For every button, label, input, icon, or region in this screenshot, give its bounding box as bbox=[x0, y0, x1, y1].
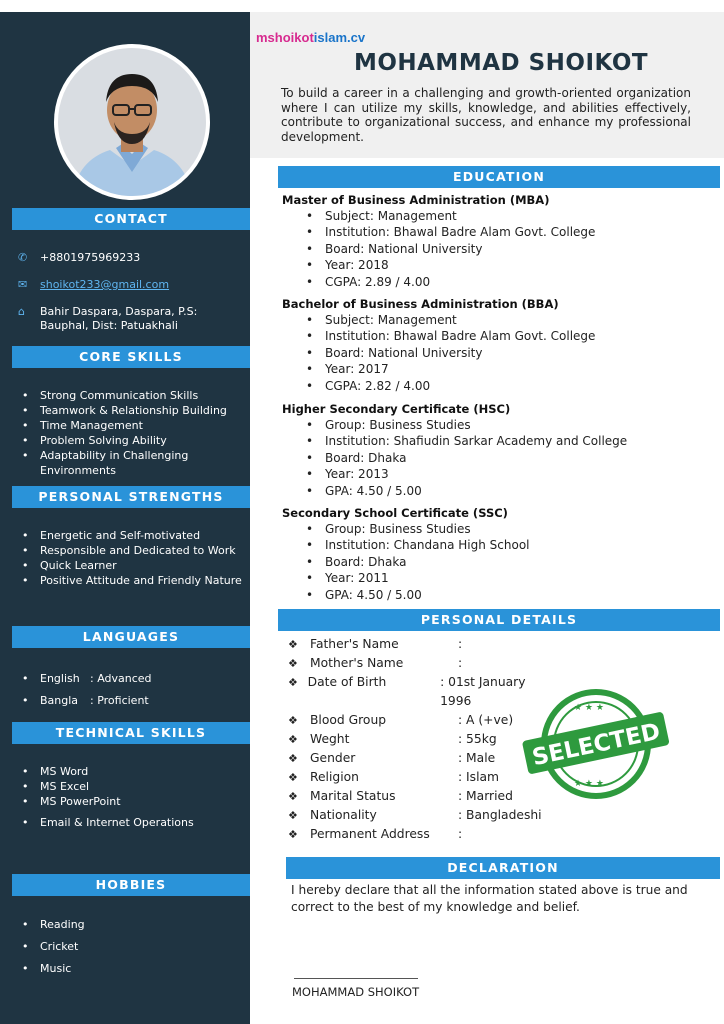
education-detail-item: • GPA: 4.50 / 5.00 bbox=[306, 483, 712, 499]
personal-detail-row bbox=[288, 711, 548, 730]
education-detail-item: • Board: National University bbox=[306, 241, 712, 257]
svg-text:★ ★ ★: ★ ★ ★ bbox=[574, 779, 604, 789]
education-entry bbox=[282, 297, 712, 394]
phone-text: +8801975969233 bbox=[40, 251, 141, 264]
language-name: • Bangla bbox=[40, 694, 79, 707]
email-link[interactable]: shoikot233@gmail.com bbox=[40, 278, 170, 291]
education-details-list bbox=[306, 312, 712, 394]
education-detail-item: • Year: 2011 bbox=[306, 570, 712, 586]
personal-detail-value: : Male bbox=[458, 751, 496, 765]
personal-detail-value: : bbox=[458, 827, 463, 841]
personal-detail-value: : 55kg bbox=[458, 732, 497, 746]
personal-detail-row bbox=[288, 730, 548, 749]
education-degree-title: Secondary School Certificate (SSC) bbox=[282, 506, 508, 520]
education-detail-item: • Year: 2013 bbox=[306, 466, 712, 482]
diamond-bullet-icon: ❖ bbox=[288, 733, 298, 746]
personal-detail-label: Date of Birth bbox=[307, 675, 387, 689]
personal-detail-row bbox=[288, 635, 548, 654]
svg-text:★ ★ ★: ★ ★ ★ bbox=[574, 703, 604, 713]
education-degree-title: Higher Secondary Certificate (HSC) bbox=[282, 402, 511, 416]
selected-stamp bbox=[522, 688, 670, 800]
core-skills-heading: CORE SKILLS bbox=[12, 346, 250, 368]
personal-detail-label: Blood Group bbox=[310, 713, 387, 727]
technical-list bbox=[22, 764, 244, 830]
diamond-bullet-icon: ❖ bbox=[288, 638, 298, 651]
sidebar bbox=[0, 12, 250, 1024]
personal-detail-value: : bbox=[458, 656, 463, 670]
core-skill-item: • Problem Solving Ability bbox=[22, 433, 244, 448]
diamond-bullet-icon: ❖ bbox=[288, 714, 298, 727]
email-icon: ✉ bbox=[18, 278, 28, 291]
portrait-image bbox=[58, 48, 206, 196]
stamp-text: SELECTED bbox=[529, 718, 663, 772]
education-detail-item: • Year: 2017 bbox=[306, 361, 712, 377]
education-detail-item: • CGPA: 2.82 / 4.00 bbox=[306, 378, 712, 394]
diamond-bullet-icon: ❖ bbox=[288, 676, 298, 689]
education-detail-item: • Group: Business Studies bbox=[306, 417, 712, 433]
technical-skill-item: • MS Word bbox=[22, 764, 244, 779]
core-skill-item: • Teamwork & Relationship Building bbox=[22, 403, 244, 418]
education-detail-item: • Group: Business Studies bbox=[306, 521, 712, 537]
education-entry bbox=[282, 193, 712, 290]
diamond-bullet-icon: ❖ bbox=[288, 790, 298, 803]
education-entry bbox=[282, 402, 712, 499]
strength-item: • Energetic and Self-motivated bbox=[22, 528, 244, 543]
personal-detail-label: Father's Name bbox=[310, 637, 399, 651]
core-skill-item: • Time Management bbox=[22, 418, 244, 433]
education-detail-item: • Board: Dhaka bbox=[306, 450, 712, 466]
education-detail-item: • Board: National University bbox=[306, 345, 712, 361]
education-entry bbox=[282, 506, 712, 603]
technical-skill-item: • Email & Internet Operations bbox=[22, 815, 244, 830]
personal-details-list bbox=[288, 635, 548, 844]
hobby-item: • Reading bbox=[22, 914, 244, 936]
personal-detail-row bbox=[288, 654, 548, 673]
technical-skill-item: • MS Excel bbox=[22, 779, 244, 794]
strength-item: • Quick Learner bbox=[22, 558, 244, 573]
hobby-item: • Cricket bbox=[22, 936, 244, 958]
contact-address bbox=[18, 305, 197, 333]
personal-detail-label: Gender bbox=[310, 751, 356, 765]
core-skills-list bbox=[22, 388, 244, 478]
education-detail-item: • Subject: Management bbox=[306, 312, 712, 328]
personal-detail-row bbox=[288, 749, 548, 768]
education-details-list bbox=[306, 521, 712, 603]
language-level: : Proficient bbox=[90, 694, 149, 707]
strengths-list bbox=[22, 528, 244, 588]
home-icon: ⌂ bbox=[18, 305, 25, 318]
language-item bbox=[22, 690, 244, 712]
personal-detail-value: : Bangladeshi bbox=[458, 808, 542, 822]
hobbies-list bbox=[22, 914, 244, 980]
personal-detail-label: Nationality bbox=[310, 808, 377, 822]
education-detail-item: • Institution: Bhawal Badre Alam Govt. College bbox=[306, 224, 712, 240]
personal-detail-label: Religion bbox=[310, 770, 359, 784]
diamond-bullet-icon: ❖ bbox=[288, 752, 298, 765]
strength-item: • Responsible and Dedicated to Work bbox=[22, 543, 244, 558]
hobbies-heading: HOBBIES bbox=[12, 874, 250, 896]
personal-detail-value: : A (+ve) bbox=[458, 713, 514, 727]
phone-icon: ✆ bbox=[18, 251, 28, 264]
personal-detail-label: Permanent Address bbox=[310, 827, 430, 841]
personal-detail-value: : 01st January 1996 bbox=[440, 675, 526, 708]
diamond-bullet-icon: ❖ bbox=[288, 771, 298, 784]
personal-detail-row bbox=[288, 787, 548, 806]
education-degree-title: Bachelor of Business Administration (BBA) bbox=[282, 297, 559, 311]
technical-heading: TECHNICAL SKILLS bbox=[12, 722, 250, 744]
profile-photo bbox=[58, 48, 206, 196]
objective-text: To build a career in a challenging and growth-oriented organization where I can utilize my skills, knowledge, and abilities effectively, contribute to organizational success, and enhance my professional development. bbox=[281, 86, 691, 144]
education-detail-item: • Subject: Management bbox=[306, 208, 712, 224]
diamond-bullet-icon: ❖ bbox=[288, 809, 298, 822]
declaration-heading: DECLARATION bbox=[286, 857, 720, 879]
signature-line bbox=[294, 978, 418, 979]
address-line-2: Bauphal, Dist: Patuakhali bbox=[40, 319, 178, 332]
language-name: • English bbox=[40, 672, 80, 685]
education-detail-item: • Institution: Chandana High School bbox=[306, 537, 712, 553]
hobby-item: • Music bbox=[22, 958, 244, 980]
education-degree-title: Master of Business Administration (MBA) bbox=[282, 193, 550, 207]
contact-phone bbox=[18, 251, 140, 265]
personal-details-heading: PERSONAL DETAILS bbox=[278, 609, 720, 631]
address-line-1: Bahir Daspara, Daspara, P.S: bbox=[40, 305, 198, 318]
education-detail-item: • Board: Dhaka bbox=[306, 554, 712, 570]
personal-detail-row bbox=[288, 806, 548, 825]
education-detail-item: • Institution: Bhawal Badre Alam Govt. College bbox=[306, 328, 712, 344]
diamond-bullet-icon: ❖ bbox=[288, 828, 298, 841]
education-detail-item: • Year: 2018 bbox=[306, 257, 712, 273]
brand-part-2: islam.cv bbox=[313, 30, 366, 45]
education-detail-item: • GPA: 4.50 / 5.00 bbox=[306, 587, 712, 603]
education-details-list bbox=[306, 417, 712, 499]
languages-heading: LANGUAGES bbox=[12, 626, 250, 648]
education-detail-item: • CGPA: 2.89 / 4.00 bbox=[306, 274, 712, 290]
diamond-bullet-icon: ❖ bbox=[288, 657, 298, 670]
education-detail-item: • Institution: Shafiudin Sarkar Academy and College bbox=[306, 433, 712, 449]
technical-skill-item: • MS PowerPoint bbox=[22, 794, 244, 809]
core-skill-item: • Adaptability in Challenging Environments bbox=[22, 448, 244, 478]
personal-detail-row bbox=[288, 825, 548, 844]
personal-detail-row bbox=[288, 673, 548, 711]
education-details-list bbox=[306, 208, 712, 290]
personal-detail-value: : Islam bbox=[458, 770, 500, 784]
contact-heading: CONTACT bbox=[12, 208, 250, 230]
candidate-name: MOHAMMAD SHOIKOT bbox=[353, 50, 649, 76]
brand-logo bbox=[256, 30, 365, 45]
strengths-heading: PERSONAL STRENGTHS bbox=[12, 486, 250, 508]
personal-detail-row bbox=[288, 768, 548, 787]
language-item bbox=[22, 668, 244, 690]
personal-detail-value: : bbox=[458, 637, 463, 651]
signature-name: MOHAMMAD SHOIKOT bbox=[292, 985, 420, 999]
profile-photo-frame bbox=[54, 44, 210, 200]
declaration-text: I hereby declare that all the information stated above is true and correct to the best of my knowledge and belief. bbox=[291, 883, 688, 914]
personal-detail-label: Mother's Name bbox=[310, 656, 404, 670]
language-level: : Advanced bbox=[90, 672, 152, 685]
brand-part-1: mshoikot bbox=[256, 30, 314, 45]
education-heading: EDUCATION bbox=[278, 166, 720, 188]
personal-detail-label: Weght bbox=[310, 732, 350, 746]
core-skill-item: • Strong Communication Skills bbox=[22, 388, 244, 403]
languages-list bbox=[22, 668, 244, 712]
contact-email bbox=[18, 278, 169, 292]
strength-item: • Positive Attitude and Friendly Nature bbox=[22, 573, 244, 588]
personal-detail-label: Marital Status bbox=[310, 789, 396, 803]
personal-detail-value: : Married bbox=[458, 789, 513, 803]
